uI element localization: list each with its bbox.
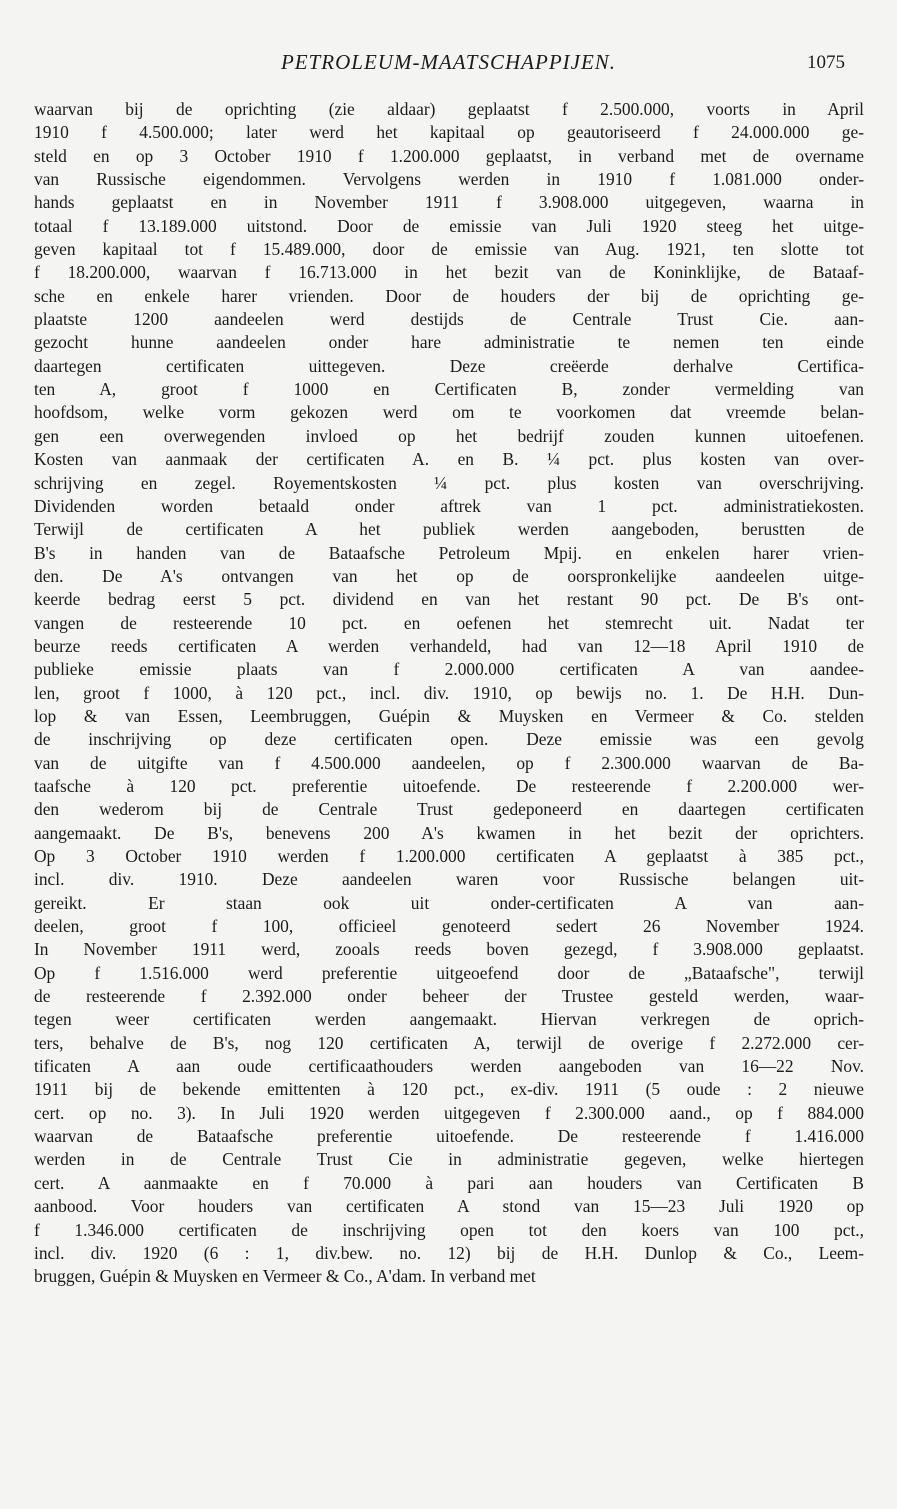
text-line: tificaten A aan oude certificaathouders werden aangeboden van 16—22 Nov. bbox=[34, 1056, 864, 1077]
text-line: keerde bedrag eerst 5 pct. dividend en van het restant 90 pct. De B's ont- bbox=[34, 589, 864, 610]
text-line: In November 1911 werd, zooals reeds boven gezegd, f 3.908.000 geplaatst. bbox=[34, 939, 864, 960]
text-line: van de uitgifte van f 4.500.000 aandeelen, op f 2.300.000 waarvan de Ba- bbox=[34, 752, 864, 773]
text-line: aanbood. Voor houders van certificaten A stond van 15—23 Juli 1920 op bbox=[34, 1196, 864, 1217]
text-line: hands geplaatst en in November 1911 f 3.908.000 uitgegeven, waarna in bbox=[34, 192, 864, 213]
running-title: PETROLEUM-MAATSCHAPPIJEN. bbox=[280, 50, 617, 74]
text-line: gereikt. Er staan ook uit onder-certificaten A van aan- bbox=[34, 892, 864, 913]
text-line: steld en op 3 October 1910 f 1.200.000 geplaatst, in verband met de overname bbox=[34, 145, 864, 166]
text-line: 1910 f 4.500.000; later werd het kapitaal op geautoriseerd f 24.000.000 ge- bbox=[34, 122, 864, 143]
text-line: sche en enkele harer vrienden. Door de houders der bij de oprichting ge- bbox=[34, 285, 864, 306]
text-line: lop & van Essen, Leembruggen, Guépin & Muysken en Vermeer & Co. stelden bbox=[34, 705, 864, 726]
text-line: cert. A aanmaakte en f 70.000 à pari aan houders van Certificaten B bbox=[34, 1172, 864, 1193]
text-line: aangemaakt. De B's, benevens 200 A's kwamen in het bezit der oprichters. bbox=[34, 822, 864, 843]
text-line: vangen de resteerende 10 pct. en oefenen het stemrecht uit. Nadat ter bbox=[34, 612, 864, 633]
text-line: B's in handen van de Bataafsche Petroleum Mpij. en enkelen harer vrien- bbox=[34, 542, 864, 563]
text-line: werden in de Centrale Trust Cie in administratie gegeven, welke hiertegen bbox=[34, 1149, 864, 1170]
text-line: cert. op no. 3). In Juli 1920 werden uitgegeven f 2.300.000 aand., op f 884.000 bbox=[34, 1102, 864, 1123]
text-line: Kosten van aanmaak der certificaten A. en B. ¼ pct. plus kosten van over- bbox=[34, 449, 864, 470]
text-line: f 1.346.000 certificaten de inschrijving open tot den koers van 100 pct., bbox=[34, 1219, 864, 1240]
text-line: plaatste 1200 aandeelen werd destijds de Centrale Trust Cie. aan- bbox=[34, 309, 864, 330]
text-line: totaal f 13.189.000 uitstond. Door de emissie van Juli 1920 steeg het uitge- bbox=[34, 215, 864, 236]
text-line: daartegen certificaten uittegeven. Deze creëerde derhalve Certifica- bbox=[34, 355, 864, 376]
text-line: Terwijl de certificaten A het publiek werden aangeboden, berustten de bbox=[34, 519, 864, 540]
text-line: deelen, groot f 100, officieel genoteerd sedert 26 November 1924. bbox=[34, 916, 864, 937]
text-line: waarvan de Bataafsche preferentie uitoefende. De resteerende f 1.416.000 bbox=[34, 1126, 864, 1147]
text-line: incl. div. 1920 (6 : 1, div.bew. no. 12) bij de H.H. Dunlop & Co., Leem- bbox=[34, 1242, 864, 1263]
text-line: bruggen, Guépin & Muysken en Vermeer & Co., A'dam. In verband met bbox=[34, 1266, 536, 1287]
text-line: van Russische eigendommen. Vervolgens werden in 1910 f 1.081.000 onder- bbox=[34, 169, 864, 190]
text-line: schrijving en zegel. Royementskosten ¼ pct. plus kosten van overschrijving. bbox=[34, 472, 864, 493]
text-line: ters, behalve de B's, nog 120 certificaten A, terwijl de overige f 2.272.000 cer- bbox=[34, 1032, 864, 1053]
text-line: f 18.200.000, waarvan f 16.713.000 in het bezit van de Koninklijke, de Bataaf- bbox=[34, 262, 864, 283]
text-line: de resteerende f 2.392.000 onder beheer der Trustee gesteld werden, waar- bbox=[34, 986, 864, 1007]
text-line: incl. div. 1910. Deze aandeelen waren voor Russische belangen uit- bbox=[34, 869, 864, 890]
text-line: Op f 1.516.000 werd preferentie uitgeoefend door de „Bataafsche", terwijl bbox=[34, 962, 864, 983]
text-line: 1911 bij de bekende emittenten à 120 pct., ex-div. 1911 (5 oude : 2 nieuwe bbox=[34, 1079, 864, 1100]
text-line: gen een overwegenden invloed op het bedrijf zouden kunnen uitoefenen. bbox=[34, 425, 864, 446]
text-line: Op 3 October 1910 werden f 1.200.000 certificaten A geplaatst à 385 pct., bbox=[34, 846, 864, 866]
text-line: publieke emissie plaats van f 2.000.000 certificaten A van aandee- bbox=[34, 659, 864, 680]
text-line: waarvan bij de oprichting (zie aldaar) geplaatst f 2.500.000, voorts in April bbox=[34, 99, 864, 119]
text-line: len, groot f 1000, à 120 pct., incl. div. 1910, op bewijs no. 1. De H.H. Dun- bbox=[34, 682, 864, 703]
text-line: den wederom bij de Centrale Trust gedeponeerd en daartegen certificaten bbox=[34, 799, 864, 820]
text-line: den. De A's ontvangen van het op de oorspronkelijke aandeelen uitge- bbox=[34, 565, 864, 586]
text-line: ten A, groot f 1000 en Certificaten B, zonder vermelding van bbox=[34, 379, 864, 400]
body-text bbox=[34, 98, 864, 1289]
text-line: hoofdsom, welke vorm gekozen werd om te voorkomen dat vreemde belan- bbox=[34, 402, 864, 423]
text-line: tegen weer certificaten werden aangemaakt. Hiervan verkregen de oprich- bbox=[34, 1009, 864, 1030]
text-line: gezocht hunne aandeelen onder hare administratie te nemen ten einde bbox=[34, 332, 864, 353]
text-line: beurze reeds certificaten A werden verhandeld, had van 12—18 April 1910 de bbox=[34, 635, 864, 656]
text-line: geven kapitaal tot f 15.489.000, door de emissie van Aug. 1921, ten slotte tot bbox=[34, 239, 864, 260]
text-line: Dividenden worden betaald onder aftrek van 1 pct. administratiekosten. bbox=[34, 495, 864, 516]
text-line: de inschrijving op deze certificaten open. Deze emissie was een gevolg bbox=[34, 729, 864, 750]
running-head bbox=[0, 50, 897, 80]
page-number: 1075 bbox=[807, 52, 845, 73]
text-line: taafsche à 120 pct. preferentie uitoefende. De resteerende f 2.200.000 wer- bbox=[34, 775, 864, 796]
